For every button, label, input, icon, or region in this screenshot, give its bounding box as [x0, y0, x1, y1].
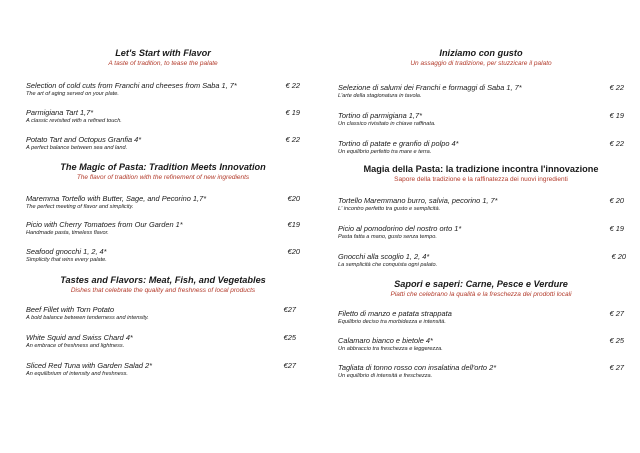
menu-item: [338, 139, 624, 156]
section-starters: [26, 48, 300, 151]
item-name: Tortino di patate e granfio di polpo 4*: [338, 139, 459, 148]
item-name: Picio with Cherry Tomatoes from Our Garden 1*: [26, 220, 183, 229]
item-name: Selezione di salumi dei Franchi e formaggi di Saba 1, 7*: [338, 83, 522, 92]
item-name: Selection of cold cuts from Franchi and cheeses from Saba 1, 7*: [26, 81, 237, 90]
menu-item: [26, 194, 300, 211]
item-price: €19: [287, 220, 300, 229]
item-price: €25: [283, 333, 296, 342]
item-price: € 20: [611, 252, 626, 261]
menu-item: [338, 196, 624, 213]
item-price: € 22: [609, 139, 624, 148]
item-name: Maremma Tortello with Butter, Sage, and Pecorino 1,7*: [26, 194, 207, 203]
item-price: € 22: [285, 81, 300, 90]
section-subtitle: A taste of tradition, to tease the palate: [108, 60, 218, 67]
item-price: €20: [287, 247, 300, 256]
menu-item: [338, 83, 624, 100]
section-starters-it: [338, 48, 624, 155]
item-description: La semplicità che conquista ogni palato.: [338, 262, 438, 268]
section-title: Tastes and Flavors: Meat, Fish, and Vegetables: [60, 275, 266, 285]
item-description: L'arte della stagionatura in tavola.: [338, 93, 422, 99]
item-description: An embrace of freshness and lightness.: [26, 343, 125, 349]
item-description: A perfect balance between sea and land.: [26, 145, 128, 151]
item-description: An equilibrium of intensity and freshness.: [26, 371, 128, 377]
section-title: Iniziamo con gusto: [439, 48, 523, 58]
item-name: Picio al pomodorino del nostro orto 1*: [338, 224, 462, 233]
item-description: Pasta fatta a mano, gusto senza tempo.: [338, 234, 437, 240]
item-name: Beef Fillet with Torn Potato: [26, 305, 115, 314]
item-price: € 22: [285, 135, 300, 144]
item-description: Un equilibrio perfetto tra mare e terra.: [338, 149, 432, 155]
item-description: Equilibrio deciso tra morbidezza e intensità.: [338, 319, 446, 325]
item-description: A bold balance between tenderness and intensity.: [26, 315, 149, 321]
menu-item: [26, 333, 300, 350]
item-price: € 25: [609, 336, 624, 345]
item-description: The art of aging served on your plate.: [26, 91, 119, 97]
menu-item: [26, 108, 300, 125]
item-description: A classic revisited with a refined touch.: [26, 118, 122, 124]
item-name: Sliced Red Tuna with Garden Salad 2*: [26, 361, 152, 370]
section-pasta-it: [338, 164, 626, 268]
section-subtitle: Un assaggio di tradizione, per stuzzicare il palato: [410, 60, 552, 67]
item-price: € 27: [609, 309, 624, 318]
item-description: The perfect meeting of flavor and simplicity.: [26, 204, 134, 210]
menu-item: [338, 309, 624, 326]
item-description: Handmade pasta, timeless flavor.: [26, 230, 109, 236]
item-name: Tortino di parmigiana 1,7*: [338, 111, 422, 120]
menu-item: [26, 220, 300, 237]
section-subtitle: Piatti che celebrano la qualità e la freschezza dei prodotti locali: [390, 291, 572, 298]
section-subtitle: Sapore della tradizione e la raffinatezza dei nuovi ingredienti: [394, 176, 568, 183]
menu-item: [26, 305, 300, 322]
item-description: L' incontro perfetto tra gusto e semplicità.: [338, 206, 441, 212]
section-title: The Magic of Pasta: Tradition Meets Innovation: [60, 162, 266, 172]
item-name: White Squid and Swiss Chard 4*: [26, 333, 133, 342]
menu-item: [338, 224, 624, 241]
menu-item: [338, 363, 624, 380]
item-price: € 27: [609, 363, 624, 372]
item-description: Un abbraccio tra freschezza e leggerezza.: [338, 346, 443, 352]
item-name: Gnocchi alla scoglio 1, 2, 4*: [338, 252, 430, 261]
section-title: Sapori e saperi: Carne, Pesce e Verdure: [394, 279, 568, 289]
item-price: €27: [283, 305, 296, 314]
item-name: Calamaro bianco e bietole 4*: [338, 336, 433, 345]
item-price: €20: [287, 194, 300, 203]
item-price: € 19: [285, 108, 300, 117]
section-pasta: [26, 162, 300, 263]
menu-item: [338, 252, 624, 269]
item-name: Potato Tart and Octopus Granfia 4*: [26, 135, 142, 144]
item-description: Simplicity that wins every palate.: [26, 257, 107, 263]
section-title: Magia della Pasta: la tradizione incontra l'innovazione: [363, 164, 599, 174]
item-price: € 22: [609, 83, 624, 92]
item-description: Un classico rivisitato in chiave raffinata.: [338, 121, 436, 127]
section-subtitle: Dishes that celebrate the quality and freshness of local products: [70, 287, 256, 294]
menu-item: [338, 336, 624, 353]
item-name: Tagliata di tonno rosso con insalatina dell'orto 2*: [338, 363, 497, 372]
menu-item: [26, 81, 300, 98]
item-name: Seafood gnocchi 1, 2, 4*: [26, 247, 107, 256]
menu-item: [26, 361, 300, 378]
menu-item: [26, 247, 300, 264]
item-name: Tortello Maremmano burro, salvia, pecorino 1, 7*: [338, 196, 498, 205]
item-description: Un equilibrio di intensità e freschezza.: [338, 373, 433, 379]
item-price: € 19: [609, 111, 624, 120]
section-title: Let's Start with Flavor: [115, 48, 211, 58]
item-name: Parmigiana Tart 1,7*: [26, 108, 94, 117]
section-mains: [26, 275, 300, 377]
section-subtitle: The flavor of tradition with the refinement of new ingredients: [76, 174, 250, 181]
item-price: € 20: [609, 196, 624, 205]
section-mains-it: [338, 279, 624, 379]
item-price: € 19: [609, 224, 624, 233]
menu-item: [26, 135, 300, 152]
menu-item: [338, 111, 624, 128]
item-price: €27: [283, 361, 296, 370]
item-name: Filetto di manzo e patata strappata: [338, 309, 452, 318]
